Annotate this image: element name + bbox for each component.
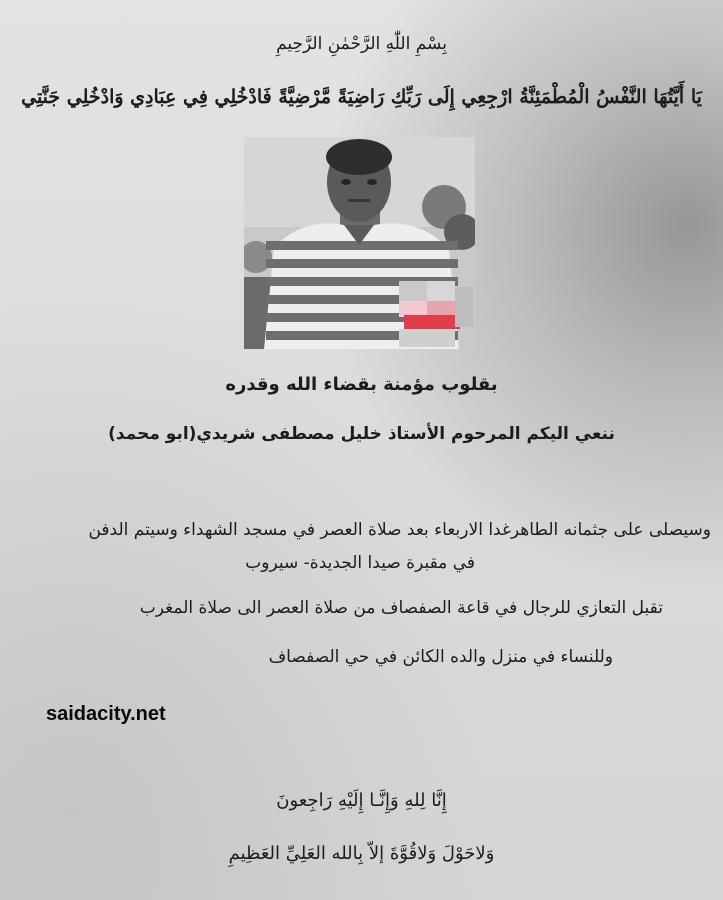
quran-verse: يَا أَيَّتُهَا النَّفْسُ الْمُطْمَئِنَّةُ ارْجِعِي إِلَى رَبِّكِ رَاضِيَةً مَّرْضِيَّةً فَادْخُلِي فِي عِبَادِي وَادْخُلِي جَنَّتِي bbox=[21, 86, 702, 108]
deceased-announcement: ننعي اليكم المرحوم الأستاذ خليل مصطفى شريدي(ابو محمد) bbox=[108, 424, 615, 444]
basmala: بِسْمِ اللّٰهِ الرَّحْمٰنِ الرَّحِيمِ bbox=[276, 34, 447, 54]
closing-dhikr: وَلاحَوْلَ وَلاقُوَّةَ إلاّ بِالله العَلِيِّ العَظِيمِ bbox=[228, 843, 495, 864]
portrait-photo-icon bbox=[244, 137, 475, 349]
closing-verse: إِنَّا لِلهِ وَإِنَّـا إِلَيْهِ رَاجِعونَ bbox=[276, 790, 447, 811]
site-watermark: saidacity.net bbox=[46, 703, 166, 725]
faith-line: بقلوب مؤمنة بقضاء الله وقدره bbox=[225, 374, 498, 395]
deceased-photo bbox=[244, 137, 475, 349]
condolence-men-line: تقبل التعازي للرجال في قاعة الصفصاف من صلاة العصر الى صلاة المغرب bbox=[139, 598, 663, 618]
condolence-women-line: وللنساء في منزل والده الكائن في حي الصفصاف bbox=[268, 647, 613, 667]
burial-location-line: في مقبرة صيدا الجديدة- سيروب bbox=[245, 553, 475, 573]
funeral-prayer-line: وسيصلى على جثمانه الطاهرغدا الاربعاء بعد صلاة العصر في مسجد الشهداء وسيتم الدفن bbox=[88, 520, 711, 540]
